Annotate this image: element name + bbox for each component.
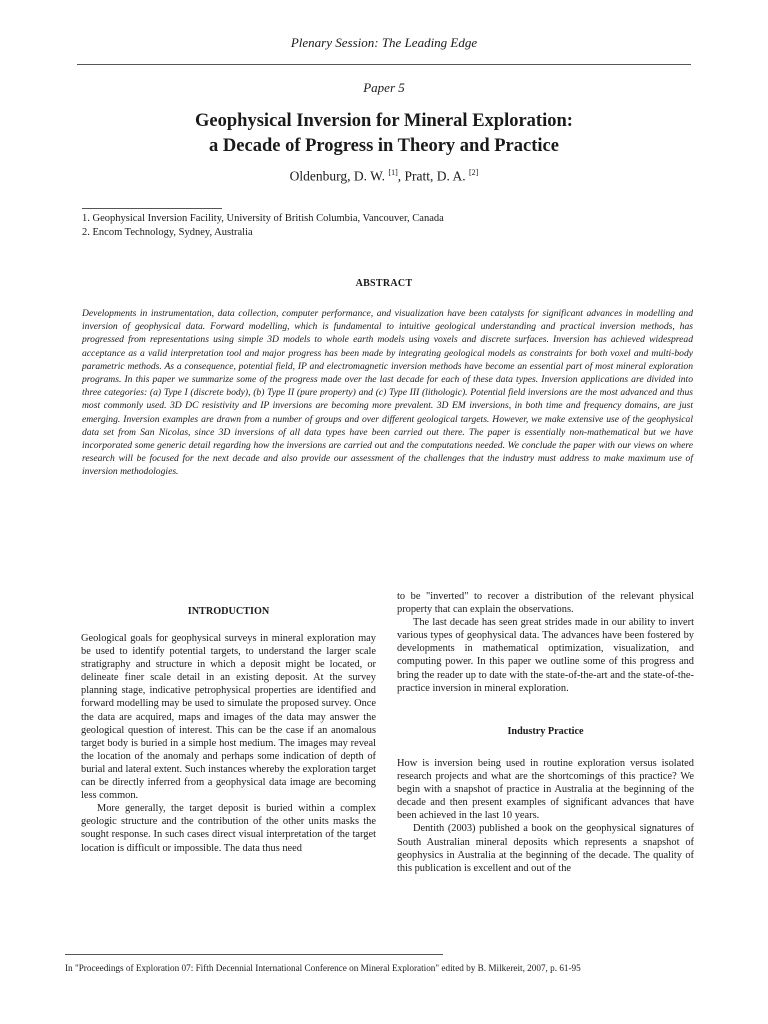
industry-column <box>397 757 694 875</box>
industry-practice-heading: Industry Practice <box>507 726 584 737</box>
citation-footer: In "Proceedings of Exploration 07: Fifth Decennial International Conference on Mineral Exploration" edited by B. Milkereit, 2007, p. 61-95 <box>65 963 581 973</box>
paper-number: Paper 5 <box>363 80 405 95</box>
intro-paragraph-2: More generally, the target deposit is buried within a complex geologic structure and the contribution of the other units masks the sought response. In such cases direct visual interpretation of the target location is difficult or impossible. The data thus need <box>81 803 376 854</box>
header-rule <box>77 64 691 65</box>
footer-rule <box>65 954 443 955</box>
author-1-ref: [1] <box>388 168 398 177</box>
right-column <box>397 590 694 695</box>
abstract-text: Developments in instrumentation, data collection, computer performance, and visualization have been catalysts for significant advances in modelling and inversion of geophysical data. Forward modelling, which is fundamental to intuitive geological understanding and practical inversion methods, has progressed from representations using simple 3D models to whole earth models using voxels and discrete surfaces. Inversion has achieved widespread acceptance as a valid interpretation tool and major progress has been made by integrating geological models as constraints for both voxel and multi-body parametric methods. As a consequence, potential field, IP and electromagnetic inversion methods have become an essential part of most mineral exploration programs. In this paper we summarize some of the progress made over the last decade for each of these data types. Inversion applications are divided into three categories: (a) Type I (discrete body), (b) Type II (pure property) and (c) Type III (lithologic). Potential field inversions are the most advanced and thus most commonly used. 3D DC resistivity and IP inversions are becoming more prevalent. 3D EM inversions, in both time and frequency domains, are just emerging. Inversion examples are drawn from a number of groups and over different geological targets. However, we make extensive use of the geophysical data set from San Nicolas, since 3D inversions of all data types have been carried out there. The paper is essentially non-mathematical but we have incorporated some generic detail regarding how the inversions are carried out and the computations needed. We conclude the paper with our views on where research will be focused for the next decade and also provide our assessment of the challenges that the industry must address to make maximum use of inversion methodologies. <box>82 308 693 478</box>
left-column <box>81 632 376 855</box>
intro-paragraph-4: The last decade has seen great strides made in our ability to invert various types of geophysical data. The advances have been fostered by developments in mathematical optimization, visualization, and computing power. In this paper we outline some of this progress and bring the reader up to date with the state-of-the-art and the state-of-the-practice inversion in mineral exploration. <box>397 617 694 694</box>
intro-paragraph-1: Geological goals for geophysical surveys in mineral exploration may be used to identify potential targets, to understand the larger scale stratigraphy and structure in which a deposit might be located, or delineate finer scale detail in an existing deposit. At the survey planning stage, indicative petrophysical properties are identified and forward modelling may be used to simulate the proposed survey. Once the data are acquired, maps and images of the data may answer the geological question of interest. This can be the case if an anomalous target body is buried in a simple host medium. The images may reveal the location of the anomaly and perhaps some indication of depth of burial and lateral extent. Such instances whereby the exploration target can be directly inferred from a geophysical data image are becoming less common. <box>81 633 376 802</box>
affiliation-rule <box>82 208 222 209</box>
industry-paragraph-1: How is inversion being used in routine exploration versus isolated research projects and what are the shortcomings of this practice? We begin with a snapshot of practice in Australia at the beginning of the decade and then present examples of significant advances that have been achieved in the last 10 years. <box>397 758 694 822</box>
paper-title <box>0 109 768 159</box>
introduction-heading: INTRODUCTION <box>187 606 270 617</box>
title-line-2: a Decade of Progress in Theory and Practice <box>209 136 559 156</box>
session-header: Plenary Session: The Leading Edge <box>290 35 478 50</box>
title-line-1: Geophysical Inversion for Mineral Exploration: <box>195 111 573 131</box>
affiliation-2: 2. Encom Technology, Sydney, Australia <box>82 227 253 238</box>
author-2-ref: [2] <box>469 168 479 177</box>
author-1: Oldenburg, D. W. <box>289 168 386 184</box>
author-separator: , <box>397 168 405 184</box>
author-list <box>0 168 768 185</box>
industry-paragraph-2: Dentith (2003) published a book on the geophysical signatures of South Australian mineral deposits which represents a snapshot of geophysics in Australia at the beginning of the decade. The quality of this publication is excellent and out of the <box>397 823 694 874</box>
affiliations <box>82 212 444 240</box>
abstract-heading: ABSTRACT <box>355 278 413 289</box>
affiliation-1: 1. Geophysical Inversion Facility, University of British Columbia, Vancouver, Canada <box>82 213 444 224</box>
author-2: Pratt, D. A. <box>404 168 466 184</box>
intro-paragraph-3: to be "inverted" to recover a distribution of the relevant physical property that can explain the observations. <box>397 591 694 616</box>
